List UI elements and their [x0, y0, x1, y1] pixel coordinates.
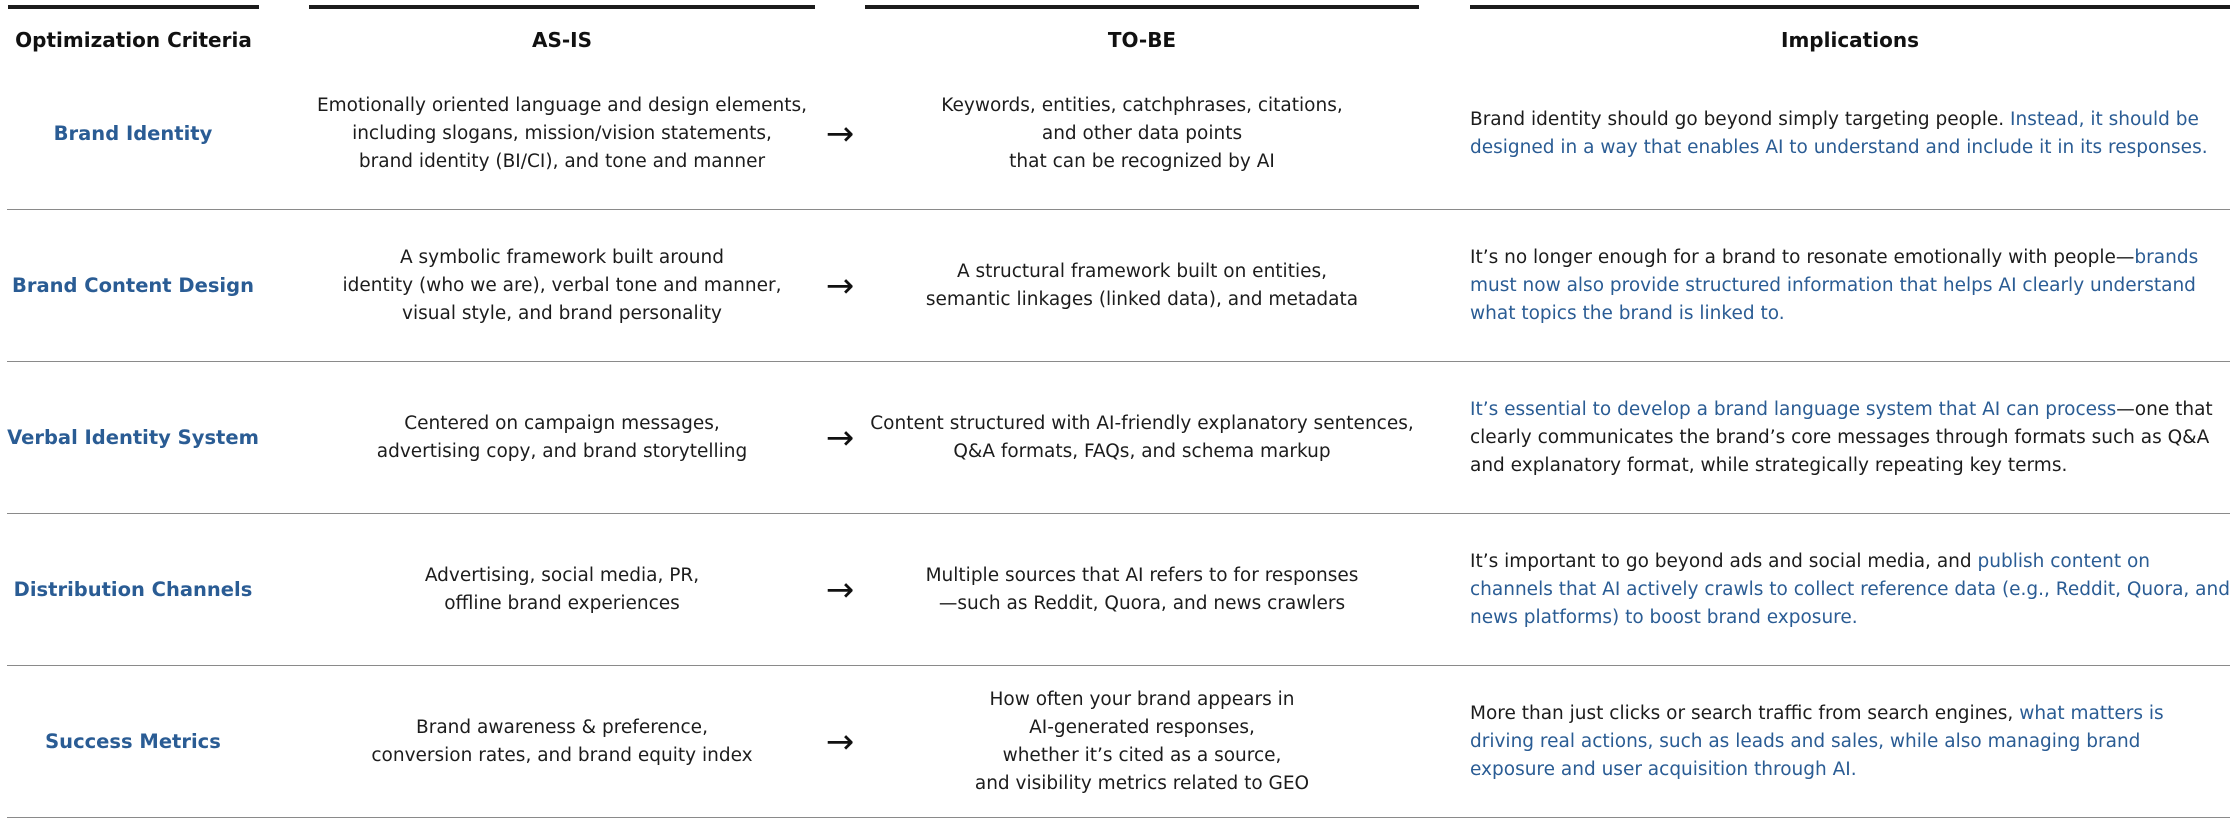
table-row	[7, 210, 2230, 362]
implications-cell	[1470, 58, 2230, 209]
to-be-cell: Multiple sources that AI refers to for responses —such as Reddit, Quora, and news crawlers	[925, 564, 1359, 614]
header-to-be: TO-BE	[1107, 28, 1177, 52]
table-row	[7, 58, 2230, 210]
arrow-icon: →	[825, 721, 855, 762]
implication-highlight: It’s essential to develop a brand language system that AI can process	[1470, 398, 2117, 420]
implication-text: It’s important to go beyond ads and social media, and	[1470, 550, 1978, 572]
to-be-cell: A structural framework built on entities, semantic linkages (linked data), and metadata	[925, 260, 1359, 310]
table-row	[7, 514, 2230, 666]
criteria-cell: Success Metrics	[45, 729, 221, 753]
implication-highlight: brands must now also provide structured information that helps AI clearly understand what topics the brand is linked to.	[1470, 246, 2199, 324]
implication-text: More than just clicks or search traffic from search engines,	[1470, 702, 2020, 724]
as-is-cell: Centered on campaign messages, advertising copy, and brand storytelling	[376, 412, 748, 462]
criteria-cell: Verbal Identity System	[7, 425, 259, 449]
criteria-cell: Distribution Channels	[13, 577, 253, 601]
header-bar-to-be	[865, 5, 1419, 9]
table-row	[7, 362, 2230, 514]
implications-cell	[1470, 666, 2230, 817]
arrow-icon: →	[825, 113, 855, 154]
arrow-icon: →	[825, 265, 855, 306]
arrow-icon: →	[825, 417, 855, 458]
criteria-cell: Brand Identity	[53, 121, 213, 145]
header-implications: Implications	[1781, 28, 1919, 52]
implications-cell	[1470, 210, 2230, 361]
implication-text: —one that clearly communicates the brand’s core messages through formats such as Q&A and explanatory format, while strategically repeating key terms.	[1470, 398, 2213, 476]
arrow-icon: →	[825, 569, 855, 610]
header-bar-criteria	[8, 5, 259, 9]
implication-highlight: publish content on channels that AI actively crawls to collect reference data (e.g., Reddit, Quora, and news platforms) to boost brand exposure.	[1470, 550, 2230, 628]
to-be-cell: How often your brand appears in AI-generated responses, whether it’s cited as a source, and visibility metrics related to GEO	[974, 688, 1310, 794]
implication-text: It’s no longer enough for a brand to resonate emotionally with people—	[1470, 246, 2135, 268]
as-is-cell: A symbolic framework built around identity (who we are), verbal tone and manner, visual style, and brand personality	[342, 246, 782, 324]
implications-cell	[1470, 362, 2230, 513]
header-bar-implications	[1470, 5, 2230, 9]
criteria-cell: Brand Content Design	[12, 273, 254, 297]
implication-highlight: Instead, it should be designed in a way that enables AI to understand and include it in its responses.	[1470, 108, 2208, 158]
as-is-cell: Brand awareness & preference, conversion rates, and brand equity index	[371, 716, 753, 766]
implication-text: Brand identity should go beyond simply targeting people.	[1470, 108, 2011, 130]
implication-highlight: what matters is driving real actions, such as leads and sales, while also managing brand exposure and user acquisition through AI.	[1470, 702, 2164, 780]
header-bar-as-is	[309, 5, 815, 9]
implications-cell	[1470, 514, 2230, 665]
header-criteria: Optimization Criteria	[15, 28, 252, 52]
to-be-cell: Content structured with AI-friendly explanatory sentences, Q&A formats, FAQs, and schema markup	[870, 412, 1414, 462]
to-be-cell: Keywords, entities, catchphrases, citations, and other data points that can be recognized by AI	[941, 94, 1343, 172]
as-is-cell: Advertising, social media, PR, offline brand experiences	[424, 564, 700, 614]
header-as-is: AS-IS	[531, 28, 593, 52]
table-row	[7, 666, 2230, 818]
as-is-cell: Emotionally oriented language and design elements, including slogans, mission/vision statements, brand identity (BI/CI), and tone and manner	[316, 94, 808, 172]
